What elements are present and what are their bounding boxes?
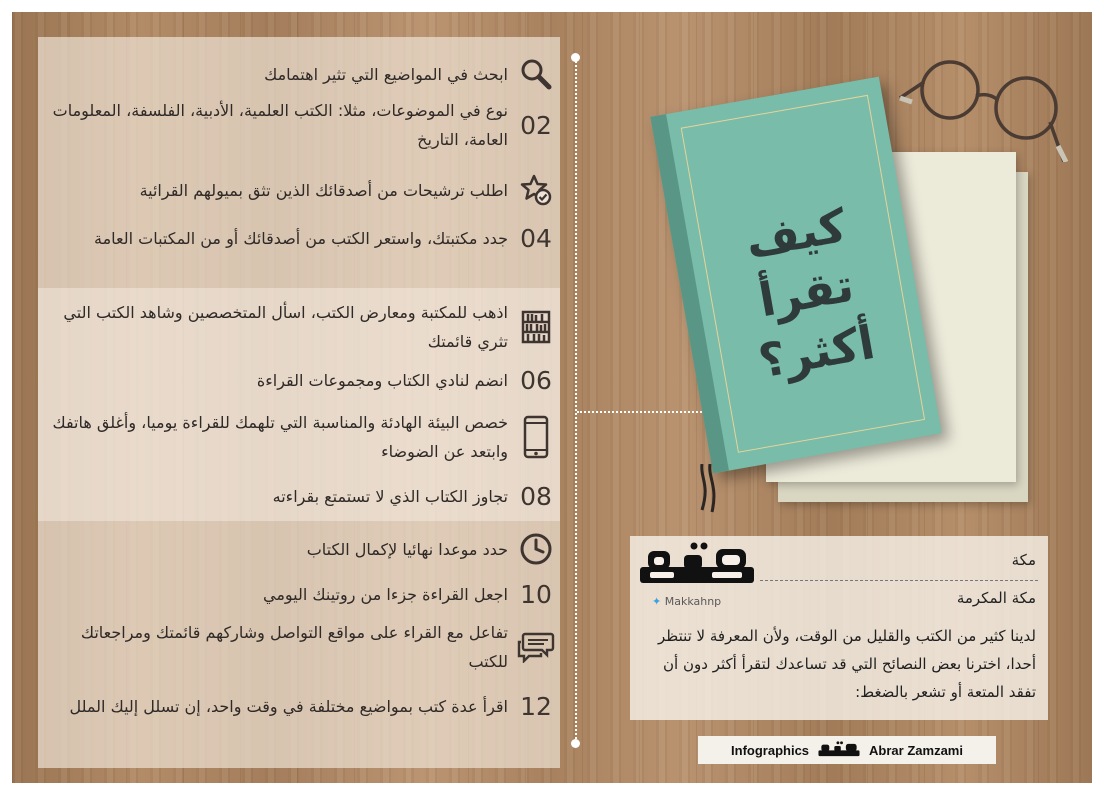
phone-icon	[512, 415, 560, 459]
tip-text: اذهب للمكتبة ومعارض الكتب، اسأل المتخصصين وشاهد الكتب التي تثري قائمتك	[63, 303, 508, 351]
info-box	[630, 536, 1048, 720]
city-full: مكة المكرمة	[956, 589, 1036, 607]
timeline-dot-bottom	[571, 739, 580, 748]
twitter-icon: ✦	[652, 595, 662, 608]
tip-7	[50, 408, 560, 466]
tip-number: 10	[520, 579, 552, 609]
tip-text: اقرأ عدة كتب بمواضيع مختلفة في وقت واحد، إن تسلل إليك الملل	[69, 696, 508, 716]
timeline-line	[575, 57, 577, 747]
timeline-dot-top	[571, 53, 580, 62]
tip-number: 12	[520, 691, 552, 721]
tip-10	[50, 572, 560, 616]
tip-text: ابحث في المواضيع التي تثير اهتمامك	[264, 64, 508, 84]
tip-8	[50, 474, 560, 518]
tip-12	[50, 684, 560, 728]
credit-left: Infographics	[731, 742, 810, 758]
tip-text: اطلب ترشيحات من أصدقائك الذين تثق بميولهم القرائية	[139, 180, 508, 200]
tip-number: 06	[520, 365, 552, 395]
tip-text: جدد مكتبتك، واستعر الكتب من أصدقائك أو من المكتبات العامة	[94, 228, 508, 248]
tip-6	[50, 358, 560, 402]
city-short: مكة	[1011, 551, 1036, 569]
credit-bar	[698, 736, 996, 764]
tip-text: نوع في الموضوعات، مثلا: الكتب العلمية، الأدبية، الفلسفة، المعلومات العامة، التاريخ	[52, 101, 508, 149]
tip-3	[50, 168, 560, 212]
tip-text: تجاوز الكتاب الذي لا تستمتع بقراءته	[272, 486, 508, 506]
makkah-small-logo-icon	[817, 741, 861, 759]
tip-1	[50, 52, 560, 96]
tip-5	[50, 298, 560, 356]
tip-9	[50, 527, 560, 571]
tip-number: 04	[520, 223, 552, 253]
tip-number: 08	[520, 481, 552, 511]
intro-text: لدينا كثير من الكتب والقليل من الوقت، ولأن المعرفة لا تنتظر أحدا، اخترنا بعض النصائح التي قد تساعدك لتقرأ أكثر دون أن تفقد المتعة أو تشعر بالضغط:	[657, 627, 1036, 701]
tip-11	[50, 618, 560, 676]
clock-icon	[512, 527, 560, 571]
tip-2	[50, 96, 560, 154]
divider	[760, 580, 1038, 581]
wood-background	[12, 12, 1092, 783]
tip-text: حدد موعدا نهائيا لإكمال الكتاب	[306, 539, 508, 559]
tip-text: تفاعل مع القراء على مواقع التواصل وشاركهم قائمتك ومراجعاتك للكتب	[80, 623, 508, 671]
tip-number: 02	[520, 110, 552, 140]
credit-right: Abrar Zamzami	[869, 742, 963, 758]
tip-4	[50, 216, 560, 260]
star-check-icon	[512, 168, 560, 212]
twitter-handle: ✦ Makkahnp	[652, 595, 722, 608]
page-title: كيف تقرأ أكثر؟	[741, 198, 879, 389]
tip-text: انضم لنادي الكتاب ومجموعات القراءة	[256, 370, 508, 390]
bookshelf-icon	[512, 305, 560, 349]
tip-text: اجعل القراءة جزءا من روتينك اليومي	[263, 584, 508, 604]
glasses-icon	[892, 42, 1072, 162]
search-icon	[512, 52, 560, 96]
tip-text: خصص البيئة الهادئة والمناسبة التي تلهمك للقراءة يوميا، وأغلق هاتفك وابتعد عن الضوضاء	[52, 413, 508, 461]
makkah-logo-icon	[638, 541, 756, 591]
chat-icon	[512, 625, 560, 669]
